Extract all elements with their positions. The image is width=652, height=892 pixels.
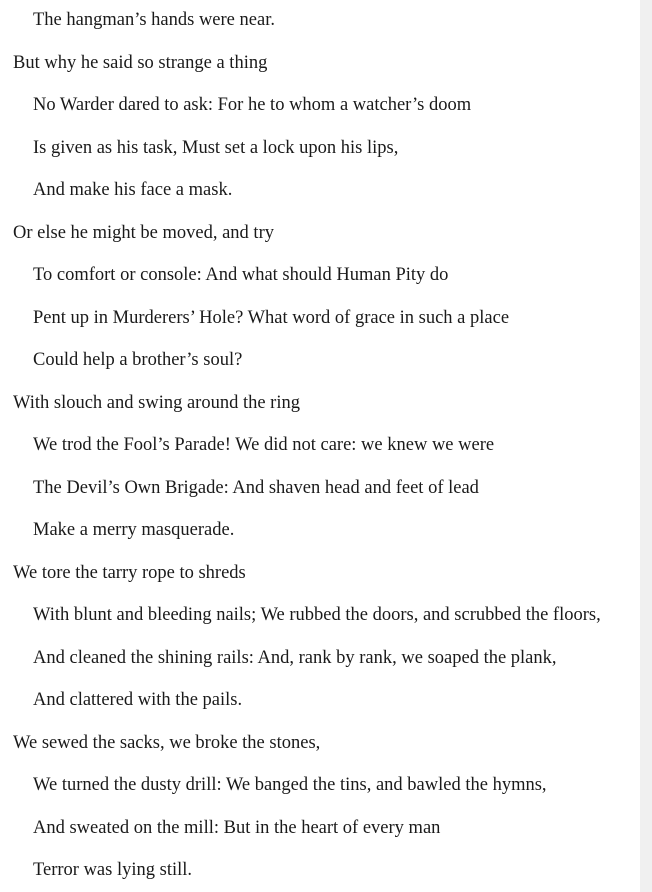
poem-line-6: Or else he might be moved, and try <box>13 223 274 243</box>
poem-line-21: Terror was lying still. <box>33 860 193 880</box>
poem-line-16: And cleaned the shining rails: And, rank by rank, we soaped the plank, <box>33 648 557 668</box>
poem-line-19: We turned the dusty drill: We banged the tins, and bawled the hymns, <box>33 775 547 795</box>
poem-line-14: We tore the tarry rope to shreds <box>13 563 246 583</box>
poem-line-5: And make his face a mask. <box>33 180 233 200</box>
poem-line-12: The Devil’s Own Brigade: And shaven head and feet of lead <box>33 478 479 498</box>
scrollbar-track[interactable] <box>640 0 652 892</box>
poem-line-1: The hangman’s hands were near. <box>33 10 275 30</box>
poem-line-9: Could help a brother’s soul? <box>33 350 243 370</box>
poem-line-17: And clattered with the pails. <box>33 690 243 710</box>
poem-line-4: Is given as his task, Must set a lock upon his lips, <box>33 138 399 158</box>
poem-line-15: With blunt and bleeding nails; We rubbed the doors, and scrubbed the floors, <box>33 605 601 625</box>
poem-line-7: To comfort or console: And what should Human Pity do <box>33 265 449 285</box>
poem-line-8: Pent up in Murderers’ Hole? What word of grace in such a place <box>33 308 510 328</box>
poem-line-11: We trod the Fool’s Parade! We did not care: we knew we were <box>33 435 495 455</box>
poem-line-2: But why he said so strange a thing <box>13 53 268 73</box>
poem-line-13: Make a merry masquerade. <box>33 520 235 540</box>
poem-line-10: With slouch and swing around the ring <box>13 393 300 413</box>
poem-line-20: And sweated on the mill: But in the heart of every man <box>33 818 441 838</box>
poem-line-18: We sewed the sacks, we broke the stones, <box>13 733 321 753</box>
poem-line-3: No Warder dared to ask: For he to whom a watcher’s doom <box>33 95 472 115</box>
